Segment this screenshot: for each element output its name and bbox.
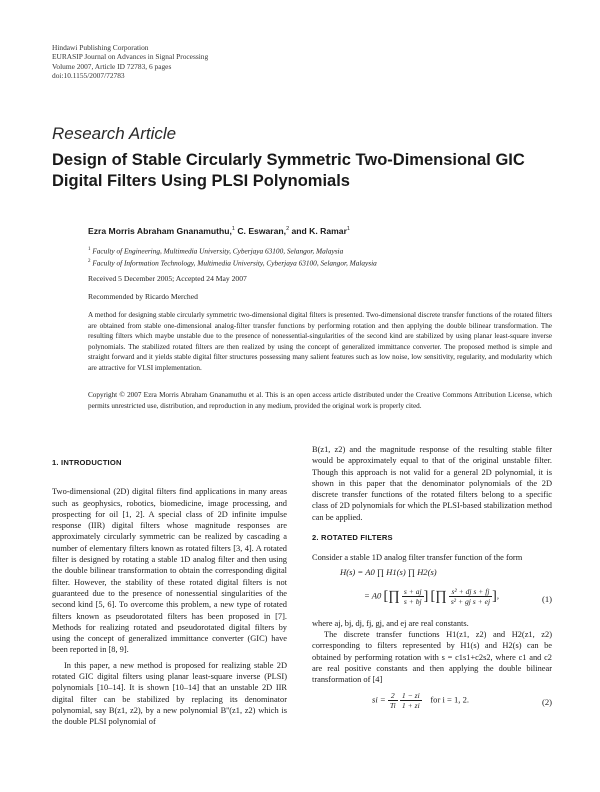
equation-1-prefix: = A0 xyxy=(364,590,382,601)
paper-title xyxy=(52,150,552,192)
section-1-heading: 1. INTRODUCTION xyxy=(52,458,122,467)
affiliation-1 xyxy=(88,244,377,256)
copyright-notice: Copyright © 2007 Ezra Morris Abraham Gnanamuthu et al. This is an open access article distributed under the Creative Commons Attribution License, which permits unrestricted use, distribution, and reproduction in any medium, provided the original work is properly cited. xyxy=(88,391,552,410)
bracket-close-2: ] xyxy=(492,588,497,604)
affiliation-2-text: Faculty of Information Technology, Multimedia University, Cyberjaya 63100, Selangor, Malaysia xyxy=(92,258,377,268)
affiliation-1-text: Faculty of Engineering, Multimedia University, Cyberjaya 63100, Selangor, Malaysia xyxy=(92,246,344,256)
equation-1-fraction-2 xyxy=(449,587,492,606)
article-type: Research Article xyxy=(52,124,177,143)
product-2-icon: ∏ xyxy=(435,588,447,604)
intro-paragraph-2: In this paper, a new method is proposed for realizing stable 2D rotated GIC digital filters using planar least-square inverse (PLSI) polynomials [10–14]. It is shown [10–14] that an unstable 2D IIR digital filter can be stabilized by replacing its denominator polynomial, say B(z1, z2), by a new polynomial B''(z1, z2) which is the double PLSI polynomial of xyxy=(52,660,287,727)
bracket-open-1: [ xyxy=(383,588,389,604)
author-list xyxy=(88,226,350,236)
author-2-affil: 2 xyxy=(286,226,290,233)
abstract: A method for designing stable circularly symmetric two-dimensional digital filters is presented. Two-dimensional discrete transfer functions of the rotated filters are obtained from stable one-dimensional analog-filter transfer functions by performing rotation and then applying the double bilinear transformation. The resulting filters which maybe unstable due to the presence of nonessential-singularities of the second kind are stabilized by using planar least-square inverse polynomials. The stabilized rotated filters are then realized by using the concept of generalized immittance converter. The proposed method is simple and straight forward and it yields stable digital filter structures possessing many salient features such as low noise, low sensitivity, regularity, and modularity which are attractive for VLSI implementation. xyxy=(88,311,552,372)
affiliations xyxy=(88,244,377,269)
author-1-affil: 1 xyxy=(231,226,235,233)
author-3: and K. Ramar xyxy=(289,226,347,236)
section-2-heading: 2. ROTATED FILTERS xyxy=(312,533,393,543)
author-2: C. Eswaran, xyxy=(234,226,287,236)
equation-1-lhs: H(s) = A0 ∏ H1(s) ∏ H2(s) xyxy=(340,566,437,577)
equation-1-fraction-1 xyxy=(402,587,424,606)
equation-2-number: (2) xyxy=(541,697,552,708)
right-column xyxy=(312,444,552,719)
equation-2-fraction-2 xyxy=(400,691,422,710)
title-line-2: Digital Filters Using PLSI Polynomials xyxy=(52,172,350,190)
frac1-denominator: s + bj xyxy=(403,596,422,606)
frac2-numerator: s² + dj s + fj xyxy=(449,587,492,597)
author-1: Ezra Morris Abraham Gnanamuthu, xyxy=(88,226,232,236)
equation-2-body xyxy=(372,691,469,710)
continued-paragraph: B(z1, z2) and the magnitude response of the resulting stable filter would be approximately equal to that of the original unstable filter. Though this approach is not valid for a general 2D polynomial, it is shown in this paper that the denominator polynomials of the 2D discrete transfer functions of the rotated filters belong to a specific class of 2D polynomials for which the PLSI-based stabilization method can be applied. xyxy=(312,445,552,522)
frac1-numerator: s + aj xyxy=(403,586,422,596)
affiliation-2 xyxy=(88,256,377,268)
rotated-filters-paragraph-2: where aj, bj, dj, fj, gj, and ej are real constants. xyxy=(312,618,469,628)
bracket-close-1: ] xyxy=(423,588,429,604)
journal-name: EURASIP Journal on Advances in Signal Processing xyxy=(52,52,209,62)
equation-2-fraction-1 xyxy=(388,691,398,710)
equation-1-line-2 xyxy=(312,584,552,618)
received-dates: Received 5 December 2005; Accepted 24 May 2007 xyxy=(88,274,247,283)
publisher: Hindawi Publishing Corporation xyxy=(52,43,149,52)
intro-paragraph-1: Two-dimensional (2D) digital filters find applications in many areas such as geophysics, robotics, biomedicine, image processing, and prospecting for oil [1, 2]. A special class of 2D infinite impulse response (IIR) digital filters whose magnitude responses are approximately circularly symmetric can be realized by cascading a number of elementary filters known as rotated filters [3, 4]. A rotated filter is designed by rotating a stable 1D analog filter and then using the double bilinear transformation to obtain the corresponding digital filter. However, the stability of these rotated digital filters is not guaranteed due to the presence of nonessential singularities of the second kind [5, 6]. To overcome this problem, a new type of rotated filters known as pseudorotated filters has been proposed in [7]. Methods for realizing rotated and pseudorotated digital filters by using the concept of generalized immittance converter (GIC) have been reported in [8, 9]. xyxy=(52,487,287,655)
equation-1-number: (1) xyxy=(541,593,552,604)
author-3-affil: 1 xyxy=(346,226,350,233)
frac2-denominator: s² + gj s + ej xyxy=(450,596,491,606)
eq2-frac1-numerator: 2 xyxy=(388,691,398,701)
doi: doi:10.1155/2007/72783 xyxy=(52,71,125,81)
equation-1-product: = A0 [∏ $\frac{s + aj}{s + bj}$ ] [∏ $\frac{\text{s² + dj s + fj}}{\text{s² + gj s + ej}}$ ], xyxy=(364,586,499,606)
equation-2 xyxy=(312,685,552,719)
product-1-icon: ∏ xyxy=(388,588,400,604)
equation-2-condition: for i = 1, 2. xyxy=(430,694,470,705)
volume-info: Volume 2007, Article ID 72783, 6 pages xyxy=(52,61,172,71)
journal-header xyxy=(52,43,208,81)
rotated-filters-paragraph-1: Consider a stable 1D analog filter transfer function of the form xyxy=(312,553,523,563)
eq2-frac2-numerator: 1 − zi xyxy=(401,691,420,701)
affiliation-2-sup: 2 xyxy=(88,259,91,265)
left-column xyxy=(52,457,287,728)
equation-1-line-1 xyxy=(312,564,552,584)
affiliation-1-sup: 1 xyxy=(88,247,91,252)
recommended-by: Recommended by Ricardo Merched xyxy=(88,292,198,301)
eq2-frac1-denominator: Ti xyxy=(389,701,396,711)
title-line-1: Design of Stable Circularly Symmetric Two-Dimensional GIC xyxy=(52,151,525,169)
eq2-frac2-denominator: 1 + zi xyxy=(401,701,420,711)
equation-2-lhs: si = xyxy=(372,694,386,705)
bracket-open-2: [ xyxy=(430,588,436,604)
rotated-filters-paragraph-3: The discrete transfer functions H1(z1, z2) and H2(z1, z2) corresponding to filters represented by H1(s) and H2(s) can be obtained by performing rotation with s = c1s1+c2s2, where c1 and c2 are real positive constants and then applying the double bilinear transformation of [4] xyxy=(312,629,552,685)
